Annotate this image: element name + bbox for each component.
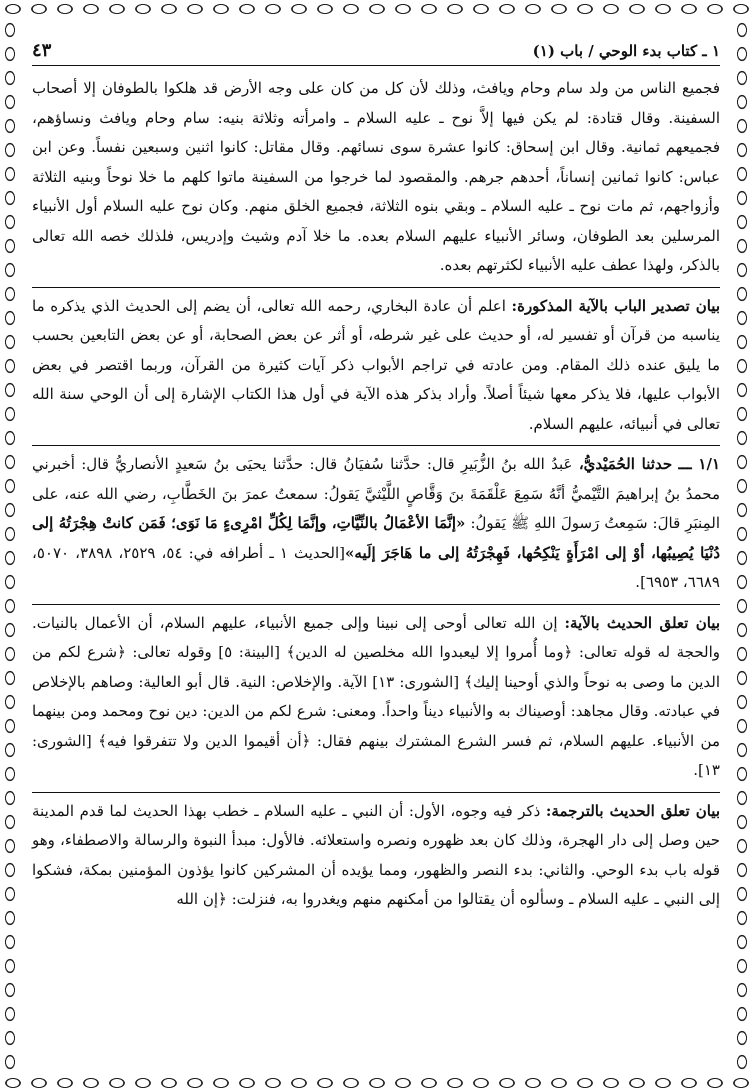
ornamental-border-right [732,18,752,1074]
paragraph-chapter-heading [32,292,720,440]
section-text: ذكر فيه وجوه، الأول: أن النبي ـ عليه السلام ـ خطب بهذا الحديث لما قدم المدينة حين وصل إلى دار الهجرة، وذلك كان بعد ظهوره ونصره واستعلائه. فالأول: مبدأ النبوة والرسالة والاصطفاء، وهو قوله باب بدء الوحي. والثاني: بدء النصر والظهور، ومما يؤيده أن المشركين كانوا يؤذون المؤمنين بمكة، فشكوا إلى النبي ـ عليه السلام ـ وسألوه أن يقتالوا من أمكنهم منهم ويغدروا به، فنزلت: ﴿إن الله [32,801,720,908]
hadith-matn: «إنَّمَا الأعْمَالُ بالنِّيَّاتِ، وإنَّمَا لِكُلِّ امْرِىءٍ مَا نَوَى؛ فَمَن كانتْ هِجْرَتُهُ إلى دُنْيَا يُصِيبُها، أوْ إلى امْرَأَةٍ يَنْكِحُها، فَهِجْرَتُهُ إلى ما هَاجَرَ إلَيه» [32,514,721,562]
section-divider [32,792,720,793]
section-lead: بيان تصدير الباب بالآية المذكورة: [511,296,721,315]
section-divider [32,604,720,605]
hadith-block [32,450,720,598]
hadith-isnad: عَبدُ الله بنُ الزُّبَيرِ قال: حدَّثنا سُفيَانُ قال: حدَّثنا يحيَى بنُ سَعيدٍ الأنصاريُّ قال: أخبرني محمدُ بنُ إبراهيمَ التَّيْميُّ أنَّهُ سَمِعَ عَلْقَمَةَ بنَ وَقَّاصٍ اللَّيْثيَّ يَقولُ: سمعتُ عمرَ بنَ الخَطَّابِ، رضي الله عنه، على المِنبَرِ قالَ: سَمِعتُ رَسولَ اللهِ ﷺ يَقولُ: [32,455,720,532]
ornamental-border-bottom [0,1074,752,1092]
ornamental-border-top [0,0,752,18]
section-divider [32,445,720,446]
page-content [32,40,720,1062]
paragraph-hadith-title [32,797,720,915]
hadith-number: ١/١ ـــ [678,455,720,473]
section-lead: بيان تعلق الحديث بالترجمة: [545,801,721,820]
hadith-lead: حدثنا الحُمَيْديُّ، [578,455,673,473]
hadith-refs: [الحديث ١ ـ أطرافه في: ٥٤، ٢٥٢٩، ٣٨٩٨، ٥٠٧٠، ٦٦٨٩، ٦٩٥٣]. [32,543,720,591]
ornamental-border-left [0,18,20,1074]
section-text: اعلم أن عادة البخاري، رحمه الله تعالى، أن يضم إلى الحديث الذي يذكره ما يناسبه من قرآن أو تفسير له، أو حديث على غير شرطه، أو أثر عن بعض الصحابة، أو عن بعض التابعين بحسب ما يليق عنده ذلك المقام. ومن عادته في تراجم الأبواب ذكر آيات كثيرة من القرآن، وربما اقتصر في بعض الأبواب عليها، فلا يذكر معها شيئاً أصلاً. وأراد بذكر هذه الآية في أول هذا الكتاب الإشارة إلى أن الوحي سنة الله تعالى في أنبيائه، عليهم السلام. [32,296,720,433]
paragraph-hadith-verse [32,609,720,786]
section-divider [32,287,720,288]
section-lead: بيان تعلق الحديث بالآية: [564,613,721,632]
running-title: ١ ـ كتاب بدء الوحي / باب (١) [532,42,720,60]
page-header [32,40,720,66]
page-number: ٤٣ [32,40,52,61]
paragraph-intro: فجميع الناس من ولد سام وحام ويافث، وذلك لأن كل من كان على وجه الأرض قد هلكوا بالطوفان إلا أصحاب السفينة. وقال قتادة: لم يكن فيها إلاَّ نوح ـ عليه السلام ـ وامرأته وثلاثة بنيه: سام وحام ويافث ونساؤهم، فجميعهم ثمانية. وقال ابن إسحاق: كانوا عشرة سوى نسائهم. وقال مقاتل: كانوا اثنين وسبعين نفساً. وعن ابن عباس: كانوا ثمانين إنساناً، أحدهم جرهم. والمقصود لما خرجوا من السفينة ماتوا كلهم ما خلا نوحاً وبنيه الثلاثة وأزواجهم، ثم مات نوح ـ عليه السلام ـ وبقي بنوه الثلاثة، فجميع الخلق منهم. وكان نوح عليه السلام أول الأنبياء المرسلين بعد الطوفان، وسائر الأنبياء عليهم السلام بعده. ما خلا آدم وشيث وإدريس، فلذلك خصه الله تعالى بالذكر، ولهذا عطف عليه الأنبياء لكثرتهم بعده. [32,79,720,274]
section-text: إن الله تعالى أوحى إلى نبينا وإلى جميع الأنبياء، عليهم السلام، أن الأعمال بالنيات. والحجة له قوله تعالى: ﴿وما أُمروا إلا ليعبدوا الله مخلصين له الدين﴾ [البينة: ٥] وقوله تعالى: ﴿شرع لكم من الدين ما وصى به نوحاً والذي أوحينا إليك﴾ [الشورى: ١٣] الآية. والإخلاص: النية. قال أبو العالية: وصاهم بالإخلاص في عبادته. وقال مجاهد: أوصيناك به والأنبياء ديناً واحداً. ومعنى: شرع لكم من الدين: دين نوح ومحمد ومن بينهما من الأنبياء. عليهم السلام، ثم فسر الشرع المشترك بينهم فقال: ﴿أن أقيموا الدين ولا تتفرقوا فيه﴾ [الشورى: ١٣]. [32,613,721,779]
